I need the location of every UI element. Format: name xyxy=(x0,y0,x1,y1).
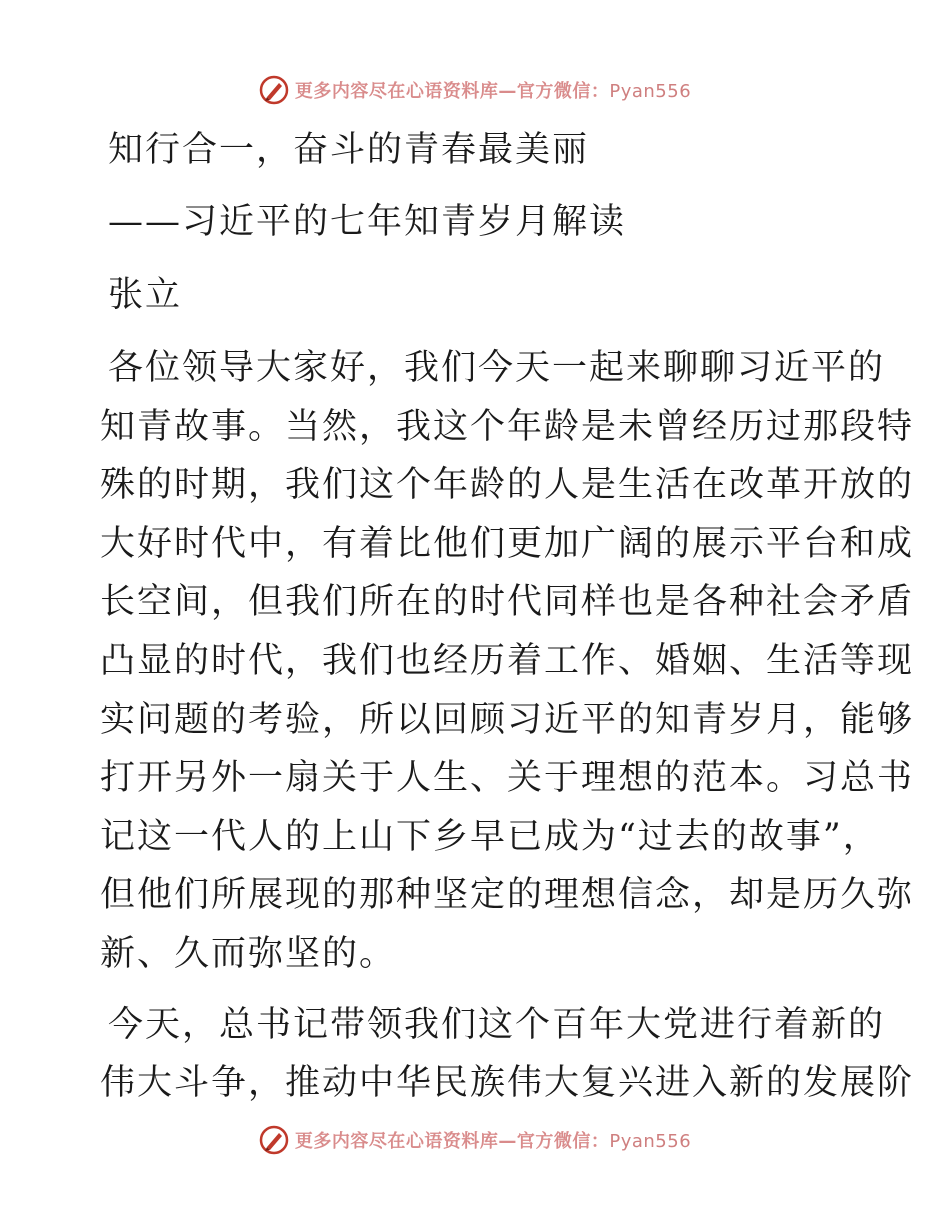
paragraph-line: 伟大斗争，推动中华民族伟大复兴进入新的发展阶 xyxy=(100,1063,915,1103)
paragraph-line: 知青故事。当然，我这个年龄是未曾经历过那段特 xyxy=(100,407,915,447)
watermark-text: 更多内容尽在心语资料库—官方微信：Pyan556 xyxy=(294,81,692,102)
paragraph-line: 今天，总书记带领我们这个百年大党进行着新的 xyxy=(108,1005,886,1045)
watermark-text: 更多内容尽在心语资料库—官方微信：Pyan556 xyxy=(294,1131,692,1152)
pen-logo-icon xyxy=(259,75,289,105)
paragraph-line: 新、久而弥坚的。 xyxy=(100,934,397,974)
pen-logo-icon xyxy=(259,1125,289,1155)
watermark-header xyxy=(0,70,950,110)
paragraph-line: 各位领导大家好，我们今天一起来聊聊习近平的 xyxy=(108,348,886,388)
document-author: 张立 xyxy=(108,275,183,315)
paragraph-line: 长空间，但我们所在的时代同样也是各种社会矛盾 xyxy=(100,582,915,622)
watermark-footer xyxy=(0,1120,950,1160)
paragraph-line: 记这一代人的上山下乡早已成为“过去的故事”， xyxy=(100,817,880,857)
watermark-account: Pyan556 xyxy=(609,81,692,102)
paragraph-line: 凸显的时代，我们也经历着工作、婚姻、生活等现 xyxy=(100,641,915,681)
paragraph-line: 实问题的考验，所以回顾习近平的知青岁月，能够 xyxy=(100,700,915,740)
paragraph-line: 但他们所展现的那种坚定的理想信念，却是历久弥 xyxy=(100,875,915,915)
paragraph-line: 大好时代中，有着比他们更加广阔的展示平台和成 xyxy=(100,524,915,564)
document-subtitle: ——习近平的七年知青岁月解读 xyxy=(108,202,627,242)
paragraph-line: 殊的时期，我们这个年龄的人是生活在改革开放的 xyxy=(100,465,915,505)
document-title: 知行合一，奋斗的青春最美丽 xyxy=(108,130,590,170)
paragraph-line: 打开另外一扇关于人生、关于理想的范本。习总书 xyxy=(100,758,915,798)
watermark-account: Pyan556 xyxy=(609,1131,692,1152)
